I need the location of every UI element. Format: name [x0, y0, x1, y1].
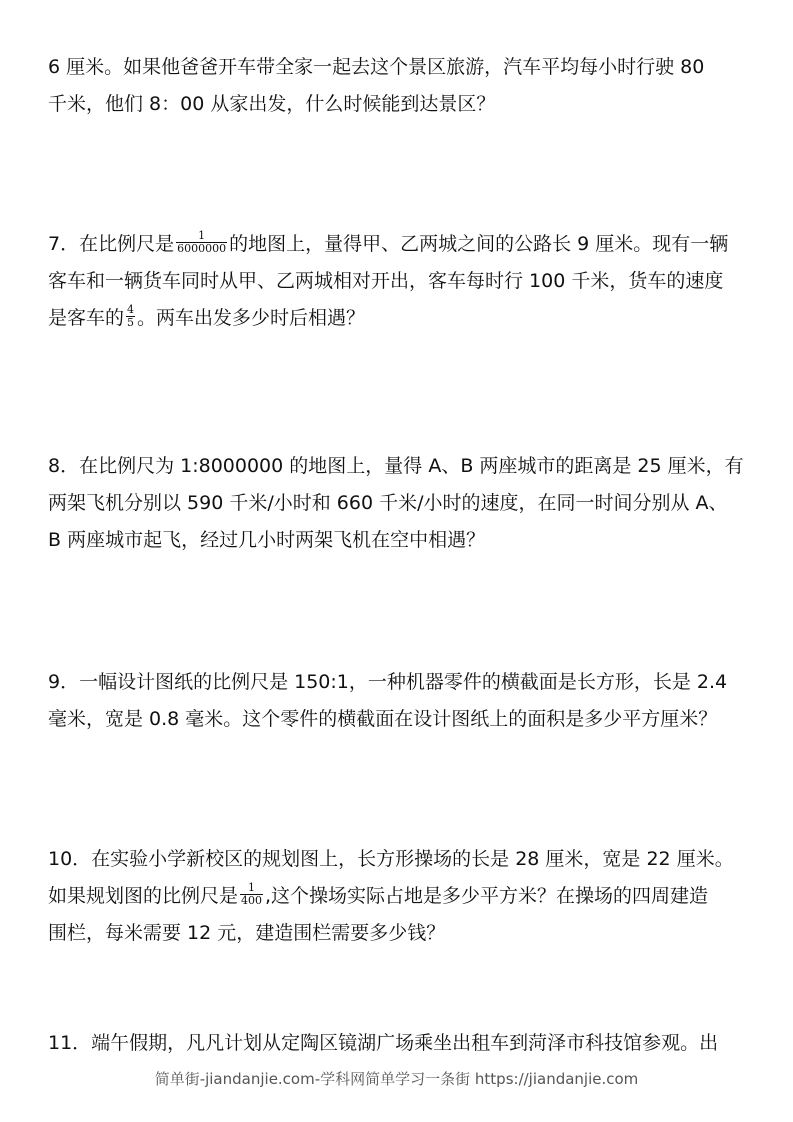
question-text: 7．在比例尺是: [48, 233, 175, 255]
scale-fraction: [176, 230, 227, 255]
fraction-numerator: 1: [240, 882, 263, 895]
question-line: 6 厘米。如果他爸爸开车带全家一起去这个景区旅游，汽车平均每小时行驶 80: [48, 56, 705, 78]
question-line: [48, 300, 753, 337]
question-line: 10．在实验小学新校区的规划图上，长方形操场的长是 28 厘米，宽是 22 厘米。: [48, 848, 734, 870]
question-9: [48, 664, 753, 738]
question-text: 是客车的: [48, 307, 125, 329]
question-7: [48, 226, 753, 337]
question-line: [48, 226, 753, 263]
question-6: [48, 49, 753, 123]
question-line: 千米，他们 8：00 从家出发，什么时候能到达景区？: [48, 93, 496, 115]
question-line: 9．一幅设计图纸的比例尺是 150:1，一种机器零件的横截面是长方形，长是 2.4: [48, 671, 728, 693]
question-line: 围栏，每米需要 12 元，建造围栏需要多少钱？: [48, 922, 446, 944]
fraction-numerator: 4: [127, 303, 135, 316]
question-line: 两架飞机分别以 590 千米/小时和 660 千米/小时的速度，在同一时间分别从 A、: [48, 492, 728, 514]
scale-fraction: [240, 882, 263, 907]
question-text: 。两车出发多少时后相遇？: [137, 307, 366, 329]
question-line: [48, 878, 753, 915]
question-10: [48, 841, 753, 952]
question-line: B 两座城市起飞，经过几小时两架飞机在空中相遇？: [48, 529, 486, 551]
question-line: 11．端午假期，凡凡计划从定陶区镜湖广场乘坐出租车到菏泽市科技馆参观。出: [48, 1032, 719, 1054]
question-11: [48, 1025, 753, 1062]
ratio-fraction: [126, 304, 135, 329]
question-8: [48, 448, 753, 559]
fraction-numerator: 1: [176, 230, 227, 243]
fraction-denominator: 400: [241, 894, 263, 907]
question-line: 8．在比例尺为 1:8000000 的地图上，量得 A、B 两座城市的距离是 25 厘米，有: [48, 455, 744, 477]
question-line: 客车和一辆货车同时从甲、乙两城相对开出，客车每时行 100 千米，货车的速度: [48, 270, 724, 292]
question-text: ,这个操场实际占地是多少平方米？在操场的四周建造: [265, 885, 709, 907]
fraction-denominator: 6000000: [177, 242, 227, 255]
question-text: 的地图上，量得甲、乙两城之间的公路长 9 厘米。现有一辆: [229, 233, 729, 255]
question-text: 如果规划图的比例尺是: [48, 885, 239, 907]
page-footer-watermark: 简单街-jiandanjie.com-学科网简单学习一条街 https://jiandanjie.com: [154, 1070, 639, 1088]
fraction-denominator: 5: [127, 316, 135, 329]
question-line: 毫米，宽是 0.8 毫米。这个零件的横截面在设计图纸上的面积是多少平方厘米？: [48, 708, 718, 730]
